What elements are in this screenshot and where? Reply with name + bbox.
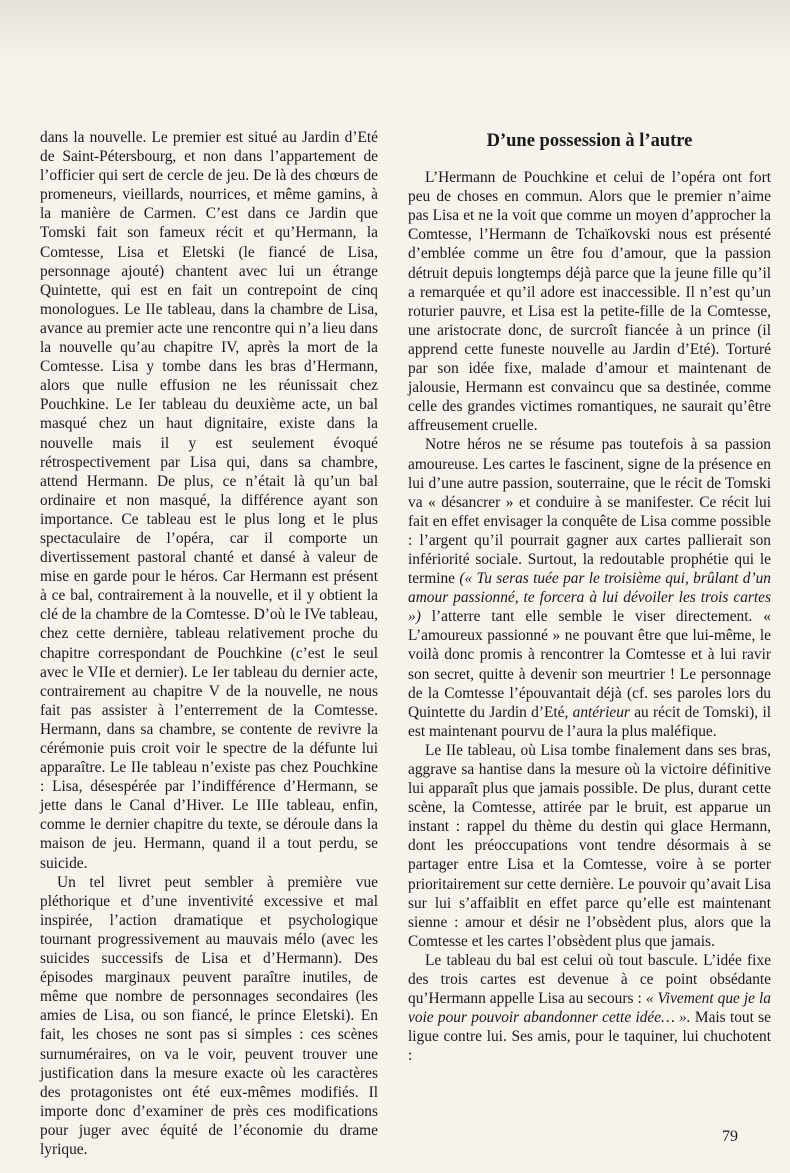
right-paragraph-2	[408, 435, 771, 741]
emphasis-anterieur: antérieur	[572, 703, 630, 721]
page-number: 79	[722, 1128, 738, 1145]
right-paragraph-4	[408, 951, 771, 1066]
left-paragraph-1: dans la nouvelle. Le premier est situé au Jardin d’Eté de Saint-Pétersbourg, et non dans l’appartement de l’officier qui sert de cercle de jeu. De là des chœurs de promeneurs, vieillards, nourrices, et même gamins, à la manière de Carmen. C’est dans ce Jardin que Tomski fait son fameux récit et qu’Hermann, la Comtesse, Lisa et Eletski (le fiancé de Lisa, personnage ajouté) chantent avec lui un étrange Quintette, qui est en fait un contrepoint de cinq monologues. Le IIe tableau, dans la chambre de Lisa, avance au premier acte une rencontre qui n’a lieu dans la nouvelle qu’au chapitre IV, après la mort de la Comtesse. Lisa y tombe dans les bras d’Hermann, alors que nulle effusion ne les réunissait chez Pouchkine. Le Ier tableau du deuxième acte, un bal masqué chez un haut dignitaire, existe dans la nouvelle mais il y est seulement évoqué rétrospectivement par Lisa qui, dans sa chambre, attend Hermann. De plus, ce n’était là qu’un bal ordinaire et non masqué, la différence ayant son importance. Ce tableau est le plus long et le plus spectaculaire de l’opéra, car il comporte un divertissement pastoral chanté et dansé à valeur de mise en garde pour le héros. Car Hermann est présent à ce bal, contrairement à la nouvelle, et il y obtient la clé de la chambre de la Comtesse. D’où le IVe tableau, chez cette dernière, tableau relativement proche du chapitre correspondant de Pouchkine (c’est le seul avec le VIIe et dernier). Le Ier tableau du dernier acte, contrairement au chapitre V de la nouvelle, ne nous fait pas assister à l’enterrement de la Comtesse. Hermann, dans sa chambre, se contente de revivre la cérémonie puis croit voir le spectre de la défunte lui apparaître. Le IIe tableau n’existe pas chez Pouchkine : Lisa, désespérée par l’indifférence d’Hermann, se jette dans le Canal d’Hiver. Le IIIe tableau, enfin, comme le dernier chapitre du texte, se déroule dans la maison de jeu. Hermann, quand il a tout perdu, se suicide.	[40, 129, 378, 872]
right-paragraph-2-text-b: l’atterre tant elle semble le viser directement. « L’amoureux passionné » ne pouvant être que lui-même, le voilà donc promis à rencontrer la Comtesse et à lui ravir son secret, quitte à devenir son meurtrier ! Le personnage de la Comtesse l’épouvantait déjà (cf. ses paroles lors du Quintette du Jardin d’Eté,	[408, 608, 771, 721]
hermann-quote: « Vivement que je la voie pour pouvoir abandonner cette idée… ».	[408, 990, 772, 1027]
left-paragraph-2: Un tel livret peut sembler à première vue pléthorique et d’une inventivité excessive et mal inspirée, l’action dramatique et psychologique tournant progressivement au mauvais mélo (avec les suicides successifs de Lisa et d’Hermann). Des épisodes marginaux peuvent paraître inutiles, de même que nombre de personnages secondaires (les amies de Lisa, ou son fiancé, le prince Eletski). En fait, les choses ne sont pas si simples : ces scènes surnuméraires, on va le voir, peuvent trouver une justification dans la mesure exacte où les caractères des protagonistes ont été eux-mêmes modifiés. Il importe donc d’examiner de près ces modifications pour juger avec équité de l’économie du drame lyrique.	[40, 873, 378, 1158]
right-paragraph-1: L’Hermann de Pouchkine et celui de l’opéra ont fort peu de choses en commun. Alors que le premier n’aime pas Lisa et ne la voit que comme un moyen d’approcher la Comtesse, l’Hermann de Tchaïkovski nous est présenté d’emblée comme un être fou d’amour, que la passion détruit depuis longtemps déjà parce que la jeune fille qu’il a remarquée et qu’il adore est inaccessible. Il n’est qu’un roturier pauvre, et Lisa est la petite-fille de la Comtesse, une aristocrate donc, de surcroît fiancée à un prince (il apprend cette funeste nouvelle au Jardin d’Eté). Torturé par son idée fixe, malade d’amour et maintenant de jalousie, Hermann est convaincu que sa destinée, comme celle des grandes victimes romantiques, ne saurait qu’être affreusement cruelle.	[408, 169, 771, 435]
right-paragraph-2-text-a: Notre héros ne se résume pas toutefois à sa passion amoureuse. Les cartes le fascinent, signe de la présence en lui d’une autre passion, souterraine, que le récit de Tomski va « désancrer » et conduire à se manifester. Ce récit lui fait en effet envisager la conquête de Lisa comme possible : l’argent qu’il pourrait gagner aux cartes pallierait son infériorité sociale. Surtout, la redoutable prophétie qui le termine	[408, 436, 771, 588]
section-title: D’une possession à l’autre	[486, 131, 693, 151]
right-paragraph-3: Le IIe tableau, où Lisa tombe finalement dans ses bras, aggrave sa hantise dans la mesure où la victoire définitive lui apparaît plus que jamais possible. De plus, durant cette scène, la Comtesse, attirée par le bruit, est apparue un instant : rappel du thème du destin qui glace Hermann, dont les préoccupations vont tendre désormais à se partager entre Lisa et la Comtesse, voire à se porter prioritairement sur cette dernière. Le pouvoir qu’avait Lisa sur lui s’affaiblit en effet parce qu’elle est maintenant sienne : amour et désir ne l’obsèdent plus, alors que la Comtesse et les cartes l’obsèdent plus que jamais.	[408, 741, 771, 950]
right-paragraph-4-text-b: Mais tout se ligue contre lui. Ses amis, pour le taquiner, lui chuchotent :	[408, 1009, 771, 1065]
right-paragraph-2-text-c: au récit de Tomski), il est maintenant pourvu de l’aura la plus maléfique.	[408, 703, 771, 740]
prophecy-quote: (« Tu seras tuée par le troisième qui, brûlant d’un amour passionné, te forcera à lui dévoiler les trois cartes »)	[408, 570, 772, 626]
top-margin	[0, 0, 790, 60]
left-column	[40, 128, 378, 1159]
right-column	[408, 128, 771, 1066]
right-paragraph-4-text-a: Le tableau du bal est celui où tout bascule. L’idée fixe des trois cartes est devenue à ce point obsédante qu’Hermann appelle Lisa au secours :	[408, 951, 771, 1008]
